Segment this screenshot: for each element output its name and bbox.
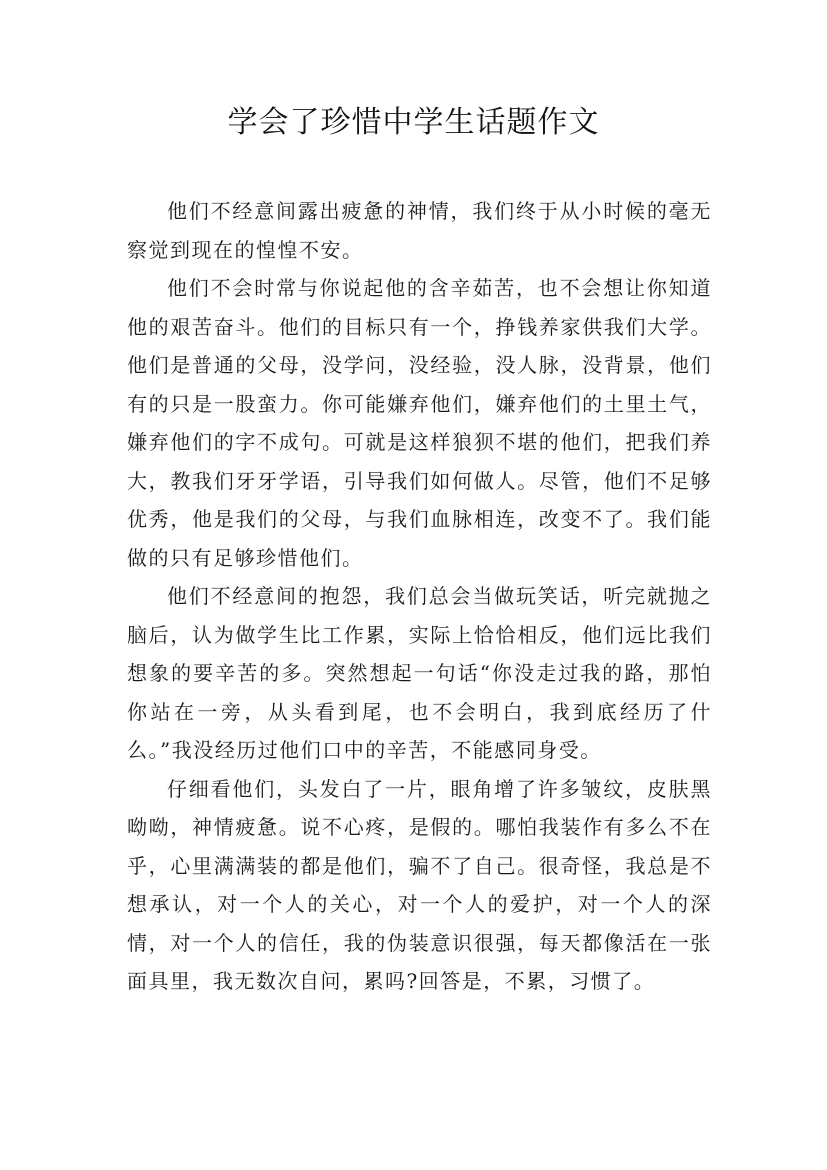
document-body — [127, 192, 712, 1001]
paragraph-4: 仔细看他们，头发白了一片，眼角增了许多皱纹，皮肤黑呦呦，神情疲惫。说不心疼，是假的。哪怕我装作有多么不在乎，心里满满装的都是他们，骗不了自己。很奇怪，我总是不想承认，对一个人的关心，对一个人的爱护，对一个人的深情，对一个人的信任，我的伪装意识很强，每天都像活在一张面具里，我无数次自问，累吗?回答是，不累，习惯了。 — [127, 776, 712, 993]
paragraph-3: 他们不经意间的抱怨，我们总会当做玩笑话，听完就抛之脑后，认为做学生比工作累，实际上恰恰相反，他们远比我们想象的要辛苦的多。突然想起一句话“你没走过我的路，那怕你站在一旁，从头看到尾，也不会明白，我到底经历了什么。”我没经历过他们口中的辛苦，不能感同身受。 — [127, 584, 712, 762]
paragraph-1: 他们不经意间露出疲惫的神情，我们终于从小时候的毫无察觉到现在的惶惶不安。 — [127, 199, 712, 262]
document-title: 学会了珍惜中学生话题作文 — [227, 105, 600, 140]
paragraph-2: 他们不会时常与你说起他的含辛茹苦，也不会想让你知道他的艰苦奋斗。他们的目标只有一个，挣钱养家供我们大学。他们是普通的父母，没学问，没经验，没人脉，没背景，他们有的只是一股蛮力。你可能嫌弃他们，嫌弃他们的土里土气，嫌弃他们的字不成句。可就是这样狼狈不堪的他们，把我们养大，教我们牙牙学语，引导我们如何做人。尽管，他们不足够优秀，他是我们的父母，与我们血脉相连，改变不了。我们能做的只有足够珍惜他们。 — [127, 276, 712, 570]
